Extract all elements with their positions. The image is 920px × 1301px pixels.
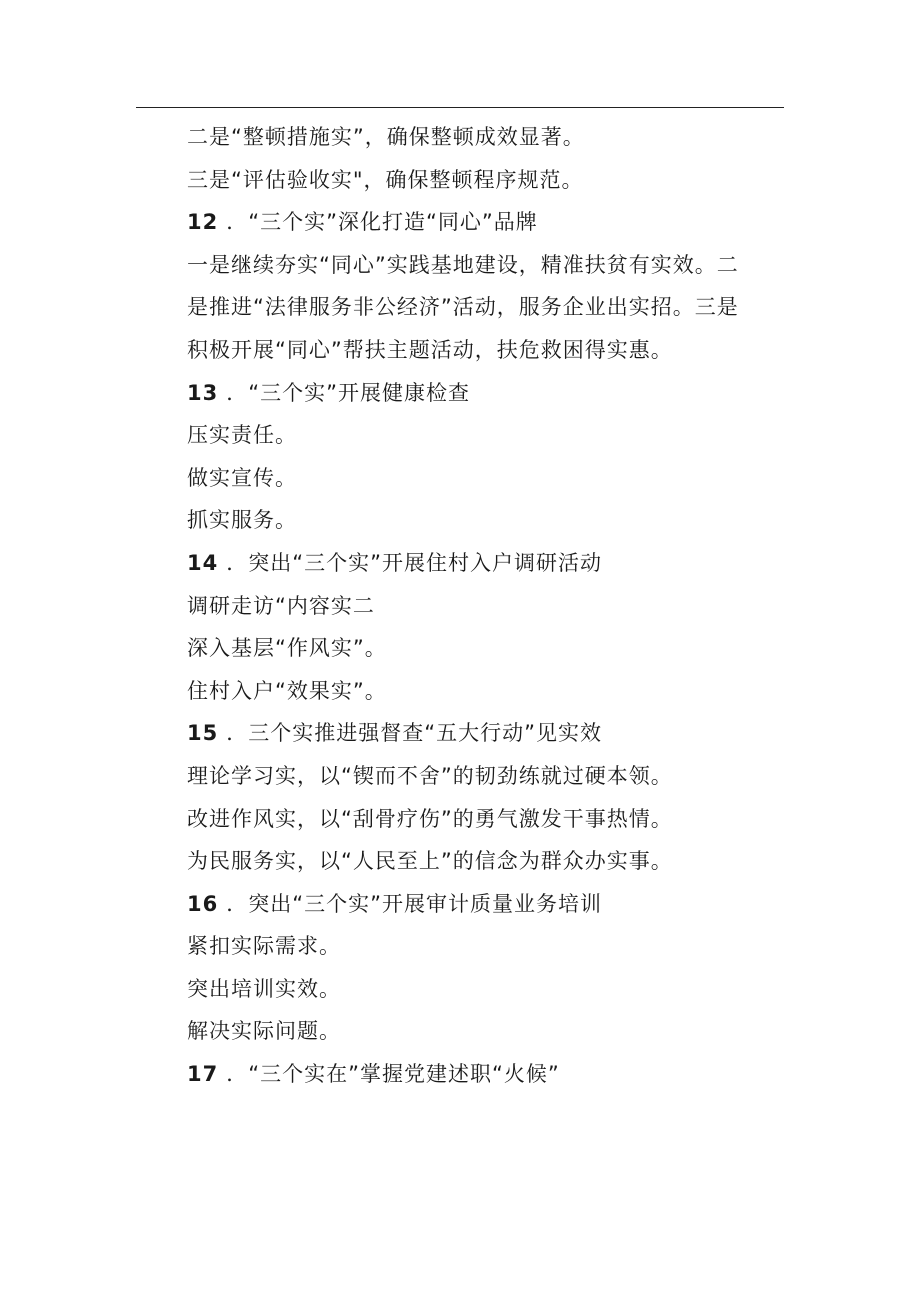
section-number: 14 [187, 550, 219, 575]
section-heading-15 [187, 712, 787, 755]
body-line: 是推进“法律服务非公经济”活动，服务企业出实招。三是 [187, 295, 739, 320]
section-heading-14 [187, 542, 787, 585]
section-heading-12 [187, 201, 787, 244]
section-title: ．“三个实在”掌握党建述职“火候” [226, 1062, 560, 1087]
body-line: 做实宣传。 [187, 465, 297, 490]
section-title: ．突出“三个实”开展住村入户调研活动 [226, 550, 602, 575]
body-line: 三是“评估验收实"，确保整顿程序规范。 [187, 167, 584, 192]
section-number: 12 [187, 210, 219, 235]
header-rule [136, 107, 784, 108]
body-line: 调研走访“内容实二 [187, 593, 375, 618]
section-heading-13 [187, 372, 787, 415]
body-line: 二是“整顿措施实”，确保整顿成效显著。 [187, 125, 585, 149]
body-line: 理论学习实，以“锲而不舍”的韧劲练就过硬本领。 [187, 763, 673, 788]
section-title: ．突出“三个实”开展审计质量业务培训 [226, 891, 602, 916]
body-line: 住村入户“效果实”。 [187, 678, 387, 703]
body-line: 为民服务实，以“人民至上”的信念为群众办实事。 [187, 849, 673, 874]
section-title: ．“三个实”开展健康检查 [226, 380, 470, 405]
section-number: 17 [187, 1062, 219, 1087]
body-line: 一是继续夯实“同心”实践基地建设，精准扶贫有实效。二 [187, 252, 739, 277]
body-line: 突出培训实效。 [187, 976, 341, 1001]
section-number: 13 [187, 380, 219, 405]
body-line: 紧扣实际需求。 [187, 934, 341, 959]
section-title: ．三个实推进强督查“五大行动”见实效 [226, 721, 602, 746]
body-line: 压实责任。 [187, 423, 297, 448]
body-line: 深入基层“作风实”。 [187, 636, 387, 661]
section-title: ．“三个实”深化打造“同心”品牌 [226, 210, 538, 235]
body-line: 解决实际问题。 [187, 1019, 341, 1044]
section-heading-16 [187, 883, 787, 926]
section-number: 15 [187, 721, 219, 746]
body-line: 改进作风实，以“刮骨疗伤”的勇气激发干事热情。 [187, 806, 673, 831]
section-number: 16 [187, 891, 219, 916]
section-heading-17 [187, 1053, 787, 1096]
body-line: 积极开展“同心”帮扶主题活动，扶危救困得实惠。 [187, 337, 673, 362]
document-body [187, 116, 787, 1096]
body-line: 抓实服务。 [187, 508, 297, 533]
